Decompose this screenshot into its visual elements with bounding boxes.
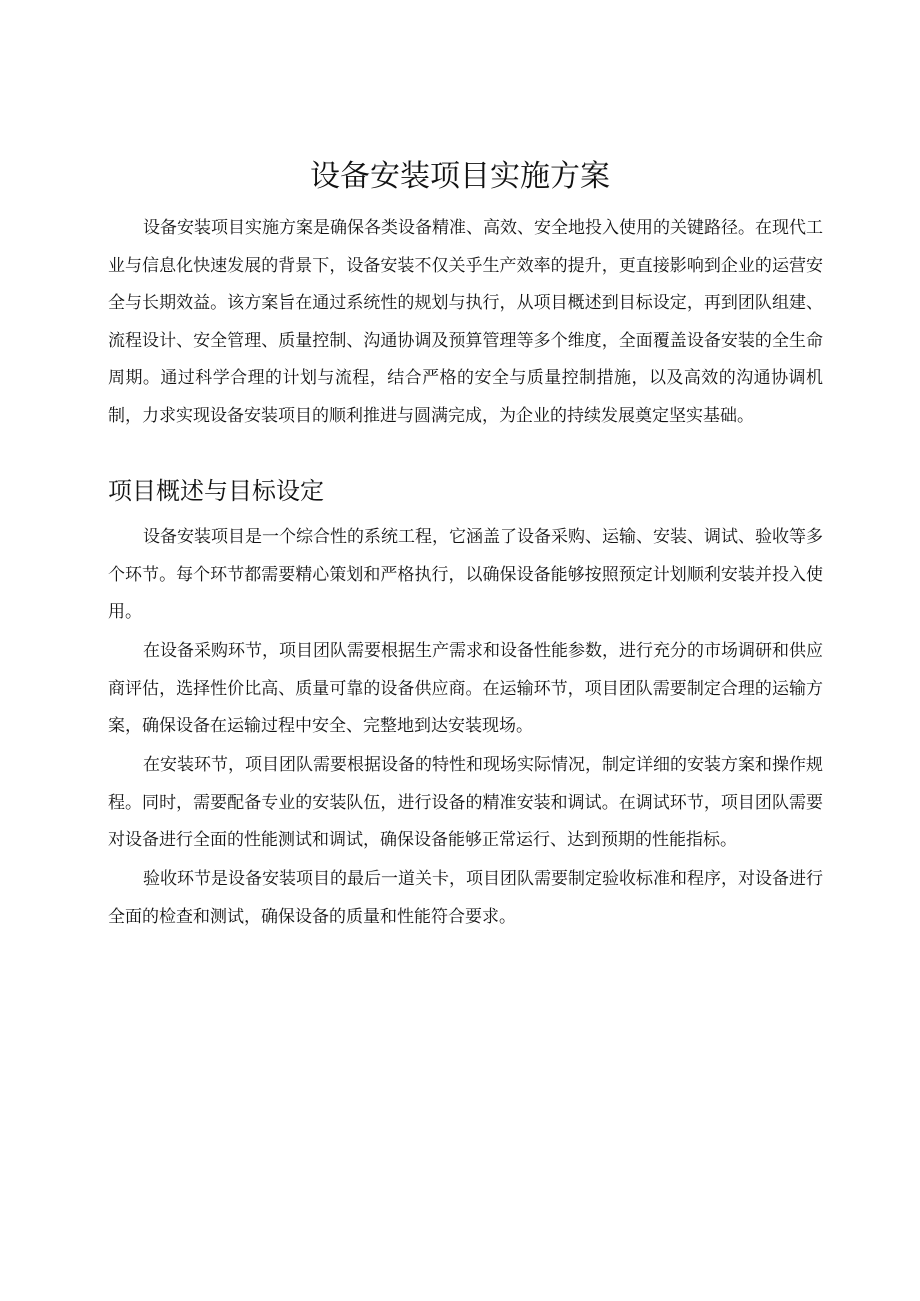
section-heading: 项目概述与目标设定 <box>108 477 324 505</box>
document-title: 设备安装项目实施方案 <box>310 159 610 194</box>
section-paragraph-1: 设备安装项目是一个综合性的系统工程，它涵盖了设备采购、运输、安装、调试、验收等多个环节。每个环节都需要精心策划和严格执行，以确保设备能够按照预定计划顺利安装并投入使用。 <box>108 527 823 622</box>
section-paragraph-2: 在设备采购环节，项目团队需要根据生产需求和设备性能参数，进行充分的市场调研和供应商评估，选择性价比高、质量可靠的设备供应商。在运输环节，项目团队需要制定合理的运输方案，确保设备在运输过程中安全、完整地到达安装现场。 <box>108 641 823 736</box>
section-paragraph-4: 验收环节是设备安装项目的最后一道关卡，项目团队需要制定验收标准和程序，对设备进行全面的检查和测试，确保设备的质量和性能符合要求。 <box>108 869 823 927</box>
intro-paragraph: 设备安装项目实施方案是确保各类设备精准、高效、安全地投入使用的关键路径。在现代工业与信息化快速发展的背景下，设备安装不仅关乎生产效率的提升，更直接影响到企业的运营安全与长期效益。该方案旨在通过系统性的规划与执行，从项目概述到目标设定，再到团队组建、流程设计、安全管理、质量控制、沟通协调及预算管理等多个维度，全面覆盖设备安装的全生命周期。通过科学合理的计划与流程，结合严格的安全与质量控制措施，以及高效的沟通协调机制，力求实现设备安装项目的顺利推进与圆满完成，为企业的持续发展奠定坚实基础。 <box>108 218 823 426</box>
section-paragraph-3: 在安装环节，项目团队需要根据设备的特性和现场实际情况，制定详细的安装方案和操作规程。同时，需要配备专业的安装队伍，进行设备的精准安装和调试。在调试环节，项目团队需要对设备进行全面的性能测试和调试，确保设备能够正常运行、达到预期的性能指标。 <box>108 755 823 850</box>
